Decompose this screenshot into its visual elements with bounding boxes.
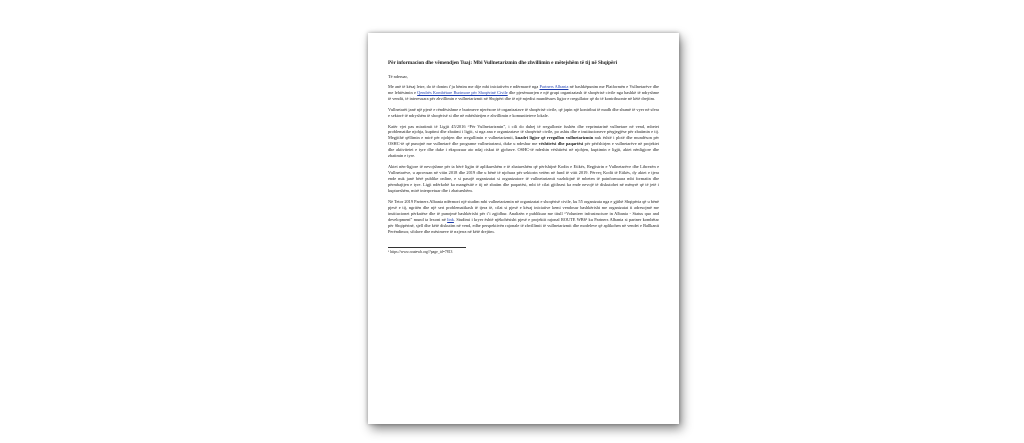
paragraph-3	[388, 124, 659, 160]
partners-albania-link[interactable]: Partners Albania	[539, 83, 569, 89]
paragraph-text: . Studimi i kryer është njëkohësisht pjesë e projektit rajonal ROUTE WB6¹ ku Partners Albania si partner kombëtar për Shqipërinë, sjell dhe këtë diskutim në vend, edhe perspektivën rajonale të zhvillimit të vullnetarizmit dhe modeleve që aplikohen në vendet e Ballkanit Perëndimor, sfidave dhe mësimeve të nxjerra në këtë drejtim.	[388, 216, 660, 234]
qkbsc-link[interactable]: Qendrës Kombëtare Burimore për Shoqërinë Civile	[417, 89, 508, 95]
paragraph-text: Në Tetor 2019 Partners Albania ndërmori një studim mbi vullnetarizmin në organizatat e shoqërisë civile, ku 55 organizata nga e gjithë Shqipëria që u bënë pjesë e tij, ngritën dhe një seri problematikash të tjera të, cilat si pjesë e kësaj iniciative kemi vendosur bashkërisht me organizatat ti adresojmë me institucionet përkatëse dhe të punojmë bashkërisht për t’i zgjidhur. Analizën e publikuar me titull “Volunteer infrastructure in Albania - Status quo and development” mund ta lexoni në	[388, 199, 659, 222]
paragraph-text: Katër vjet pas miratimit të Ligjit 45/2016 “Për Vullnetarizmin”, i cili do duhej të rregullonte fushën dhe veprimtarinë vullnetare në vend, mbetet problematike njohja, kuptimi dhe zbatimi i ligjit, si nga ana e organizatave të shoqërisë civile, po ashtu dhe e institucioneve përgjegjëse për zbatimin e tij. Megjithë qëllimin e mirë për njohjen dhe rregullimin e vullnetarizmit,	[388, 123, 659, 141]
paragraph-5	[388, 199, 659, 235]
bold-text: vështirësi dhe paqartësi	[538, 141, 584, 147]
paragraph-2: Vullnetarët janë një pjesë e rëndësishme e burimeve njerëzore të organizatave të shoqërisë civile, që japin një kontribut të madh dhe shumë të vyer në sfera e sektorë të ndryshëm të shoqërisë si dhe në mbështetjen e zhvillimin e komuniteteve lokale.	[388, 106, 659, 118]
paragraph-4: Aktet nën-ligjore të nevojshme për ta bërë ligjin të aplikueshëm e të zbatueshëm që përfshijnë Kodin e Etikës, Regjistrin e Vullnetarëve dhe Librezën e Vullnetarëve, u aprovuan në vitin 2018 dhe 2019 dhe u bënë të njohura për sektorin vetëm në fund të vitit 2019. Përveç Kodit të Etikës, dy aktet e tjera ende nuk janë bërë publike online, e si pasojë organizatat si organizatore të vullnetarizmit vazhdojnë të mbeten të painformuara mbi formatin dhe përmbajtjen e tyre. Ligji ndërkohë ka mangësitë e tij në zbatim dhe paqartësi, mbi të cilat gjithsesi ka ende nevojë të diskutohet në mënyrë që të jetë i kuptueshëm, mirë interpretuar dhe i zbatueshëm.	[388, 164, 659, 194]
paragraph-text: në bashkëpunim me Platformën e Vullnetarëve dhe me lehtësimin e	[388, 83, 659, 95]
paragraph-text: për përfshirjen e vullnetarëve në projektet dhe aktivitetet e tyre dhe duke i ekspozuar ato ndaj riskut të gjobave. OSHC-të ndeshin vështirësi në njohjen, kuptimin e ligjit, aktet nënligjore dhe zbatimin e tyre.	[388, 141, 660, 159]
document-page	[368, 33, 679, 424]
bold-text: kuadri ligjor që rregullon vullnetarizmin	[515, 135, 594, 141]
paragraph-text: Me anë të kësaj letre, do të donim t’ju bënim me dije mbi iniciativën e ndërmarrë nga	[388, 83, 540, 89]
paragraph-text: dhe pjesëmarrjen e një grupi organizatash të shoqërisë civile nga bashkë të ndryshme të vendit, të interesuara për zhvillimin e vullnetarizmit në Shqipëri dhe të një mjedisi mundësues ligjor e rregullator që do të kontribuonte në këtë drejtim.	[388, 89, 660, 101]
study-link[interactable]: link	[447, 216, 454, 222]
footnote[interactable]: ¹ https://www.routewb.org/?page_id=7813	[388, 249, 453, 254]
footnote-divider	[388, 247, 466, 248]
salutation: Të nderuar,	[388, 73, 408, 79]
paragraph-text: nuk është i plotë dhe mundëson për OSHC-të që punojnë me vullnetarë dhe programe vullnetarizmi, duke u ndeshur me	[388, 135, 659, 147]
document-title: Për informacion dhe vëmendjen Tuaj: Mbi Vullnetarizmin dhe zhvillimin e mëtejshëm të tij në Shqipëri	[388, 60, 618, 66]
paragraph-1	[388, 84, 659, 102]
